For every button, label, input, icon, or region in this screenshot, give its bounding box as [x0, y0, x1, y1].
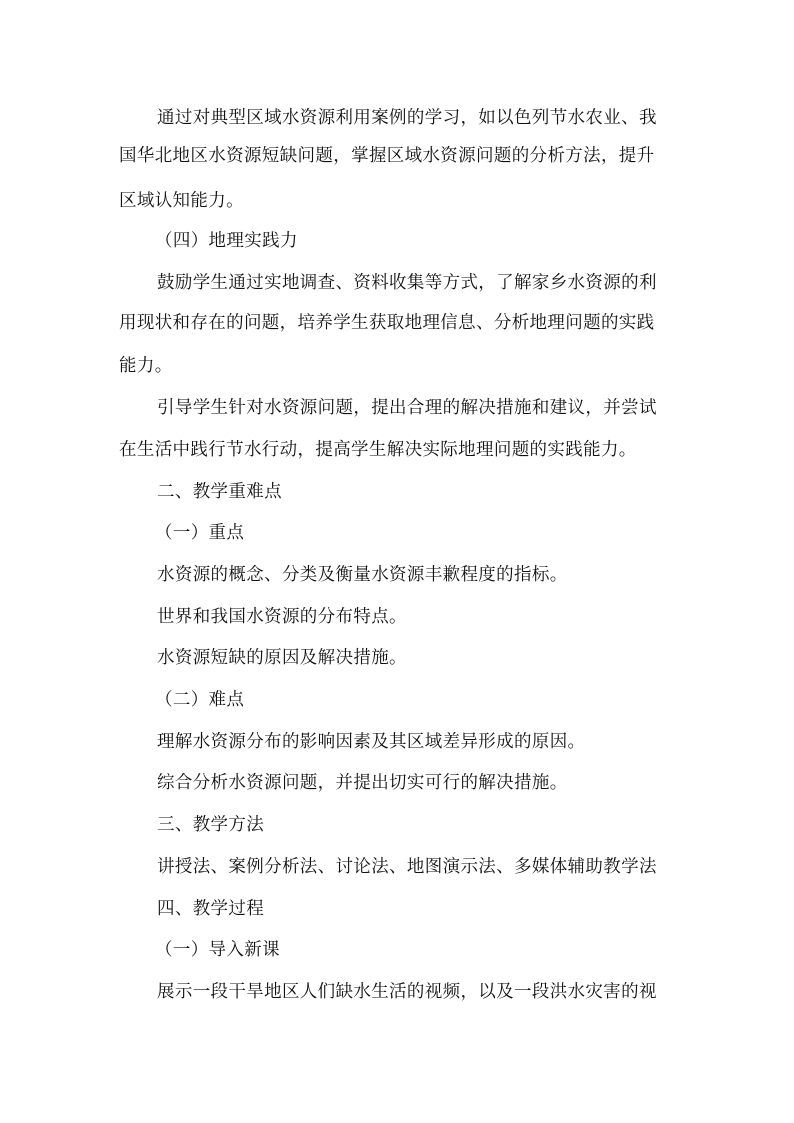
subsection-heading: （一）重点	[155, 523, 245, 543]
list-item: 理解水资源分布的影响因素及其区域差异形成的原因。	[157, 732, 586, 752]
paragraph-line: 用现状和存在的问题，培养学生获取地理信息、分析地理问题的实践	[119, 313, 655, 333]
paragraph-line: 引导学生针对水资源问题，提出合理的解决措施和建议，并尝试	[157, 398, 657, 418]
paragraph-line: 在生活中践行节水行动，提高学生解决实际地理问题的实践能力。	[119, 440, 637, 460]
paragraph-line: 通过对典型区域水资源利用案例的学习，如以色列节水农业、我	[157, 108, 657, 128]
section-heading: 二、教学重难点	[157, 482, 282, 502]
section-heading: （四）地理实践力	[155, 231, 298, 251]
list-item: 水资源的概念、分类及衡量水资源丰歉程度的指标。	[157, 565, 568, 585]
list-item: 世界和我国水资源的分布特点。	[157, 607, 407, 627]
paragraph-line: 能力。	[119, 356, 173, 376]
section-heading: 四、教学过程	[157, 899, 265, 919]
list-item: 综合分析水资源问题，并提出切实可行的解决措施。	[157, 773, 568, 793]
list-item: 水资源短缺的原因及解决措施。	[157, 648, 407, 668]
paragraph-line: 区域认知能力。	[119, 191, 244, 211]
paragraph-line: 国华北地区水资源短缺问题，掌握区域水资源问题的分析方法，提升	[119, 146, 655, 166]
paragraph-line: 展示一段干旱地区人们缺水生活的视频，以及一段洪水灾害的视	[157, 982, 657, 1002]
subsection-heading: （一）导入新课	[155, 940, 280, 960]
subsection-heading: （二）难点	[155, 690, 245, 710]
paragraph-line: 鼓励学生通过实地调查、资料收集等方式，了解家乡水资源的利	[157, 273, 657, 293]
paragraph-line: 讲授法、案例分析法、讨论法、地图演示法、多媒体辅助教学法	[157, 857, 657, 877]
section-heading: 三、教学方法	[157, 815, 265, 835]
